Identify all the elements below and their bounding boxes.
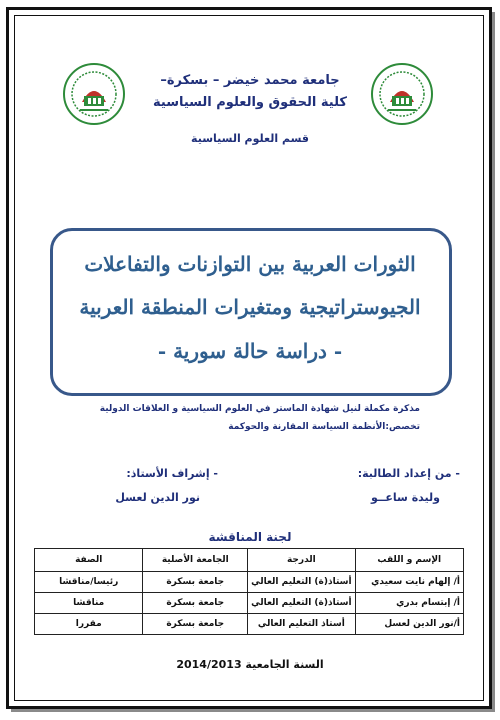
page-shadow-bottom xyxy=(11,709,495,712)
member-name: أ/نور الدين لعسل xyxy=(355,614,463,635)
table-header-row xyxy=(35,549,464,572)
thesis-title-line-1: الثورات العربية بين التوازنات والتفاعلات xyxy=(84,252,416,276)
member-rank: أستاذ(ة) التعليم العالي xyxy=(248,572,355,593)
student-name: وليدة ساعــو xyxy=(370,491,440,504)
header-name: الإسم و اللقب xyxy=(355,549,463,572)
member-role: مناقشا xyxy=(35,593,143,614)
member-role: مقررا xyxy=(35,614,143,635)
specialization: تخصص:الأنظمة السياسة المقارنة والحوكمة xyxy=(228,422,420,432)
member-university: جامعة بسكرة xyxy=(143,593,248,614)
thesis-title-line-2: الجيوستراتيجية ومتغيرات المنطقة العربية xyxy=(79,295,421,319)
prepared-by-label: - من إعداد الطالبة: xyxy=(357,467,460,480)
header-role: الصفة xyxy=(35,549,143,572)
supervisor-label: - إشراف الأستاذ: xyxy=(126,467,218,480)
university-name: جامعة محمد خيضر – بسكرة– xyxy=(160,73,340,88)
faculty-name: كلية الحقوق والعلوم السياسية xyxy=(153,95,347,110)
header-university: الجامعة الأصلية xyxy=(143,549,248,572)
department-name: قسم العلوم السياسية xyxy=(191,132,309,145)
member-name: أ/ إلهام نايت سعيدي xyxy=(355,572,463,593)
table-row xyxy=(35,572,464,593)
university-seal-icon xyxy=(370,62,434,126)
header-rank: الدرجة xyxy=(248,549,355,572)
table-row xyxy=(35,593,464,614)
committee-table xyxy=(34,548,464,635)
member-university: جامعة بسكرة xyxy=(143,614,248,635)
committee-title: لجنة المناقشة xyxy=(208,530,292,544)
member-rank: أستاذ التعليم العالي xyxy=(248,614,355,635)
member-rank: أستاذ(ة) التعليم العالي xyxy=(248,593,355,614)
member-role: رئيسا/مناقشا xyxy=(35,572,143,593)
table-row xyxy=(35,614,464,635)
member-university: جامعة بسكرة xyxy=(143,572,248,593)
academic-year: السنة الجامعية 2014/2013 xyxy=(176,658,324,671)
memo-description: مذكرة مكملة لنيل شهادة الماستر في العلوم السياسية و العلاقات الدولية xyxy=(99,404,420,414)
supervisor-name: نور الدين لعسل xyxy=(115,491,200,504)
university-seal-icon xyxy=(62,62,126,126)
member-name: أ/ إبتسام بدري xyxy=(355,593,463,614)
thesis-title-line-3: - دراسة حالة سورية - xyxy=(157,339,343,363)
